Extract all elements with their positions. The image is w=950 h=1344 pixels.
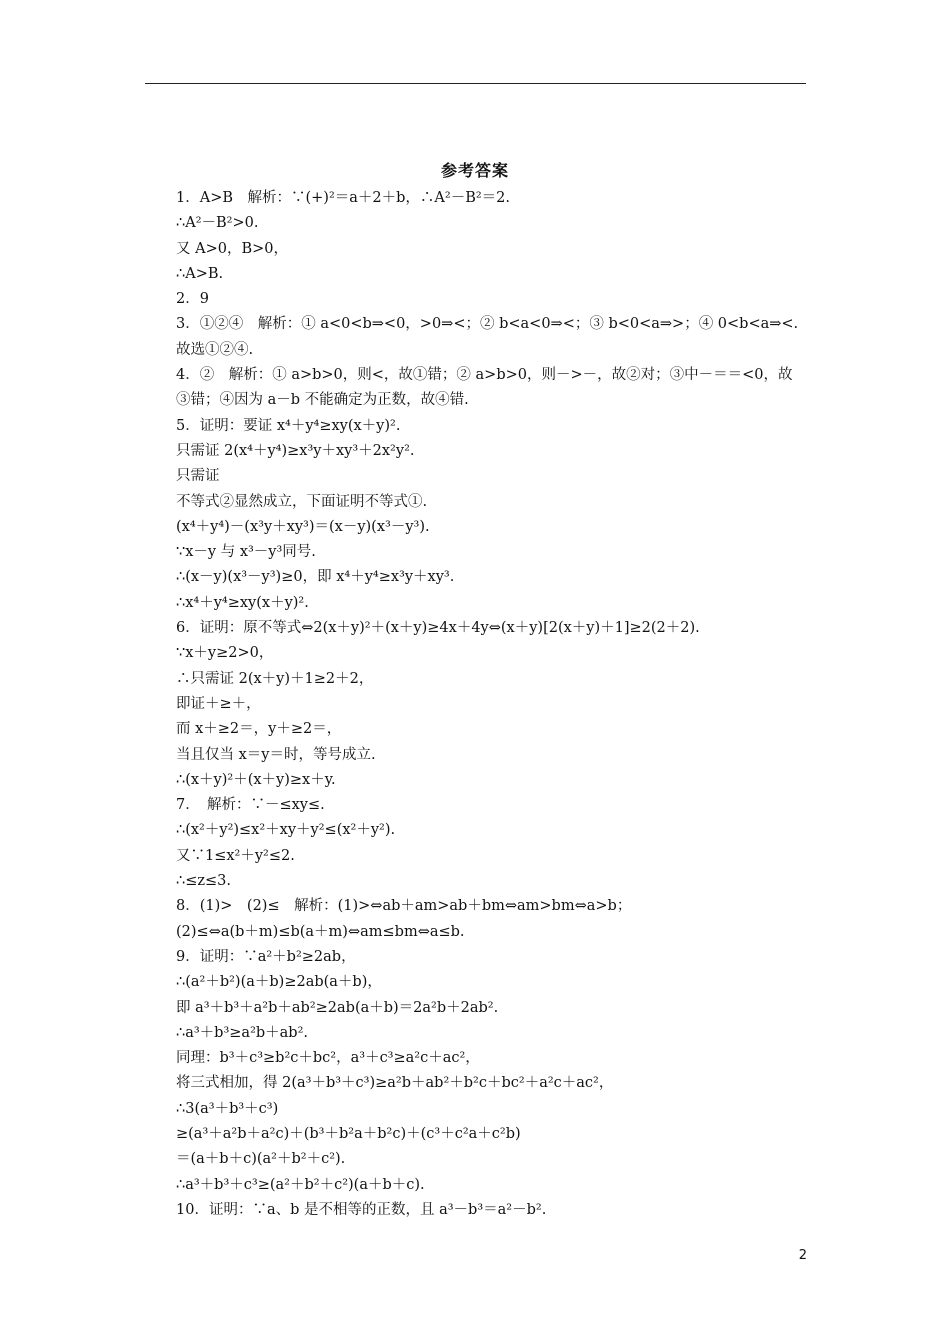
text-line: 4．② 解析：① a>b>0，则<，故①错；② a>b>0，则－>－，故②对；③中－＝＝<0，故③错；④因为 a－b 不能确定为正数，故④错. [176, 367, 793, 409]
text-line: ∵x＋y≥2>0， [176, 645, 274, 662]
text-line: ∴(a²＋b²)(a＋b)≥2ab(a＋b)， [176, 974, 382, 991]
text-line: 3．①②④ 解析：① a<0<b⇒<0，>0⇒<；② b<a<0⇒<；③ b<0<a⇒>；④ 0<b<a⇒<. 故选①②④. [176, 316, 799, 358]
text-line: ∴(x²＋y²)≤x²＋xy＋y²≤(x²＋y²). [176, 822, 396, 839]
text-line: ∵x－y 与 x³－y³同号. [176, 544, 316, 561]
text-line: 8．(1)> (2)≤ 解析：(1)>⇔ab＋am>ab＋bm⇔am>bm⇔a>b； [176, 898, 632, 915]
text-line: ∴A>B. [176, 265, 224, 282]
header-rule [145, 83, 806, 84]
text-line: 只需证 [176, 468, 220, 485]
text-line: 7． 解析：∵－≤xy≤. [176, 797, 325, 814]
text-line: ∴只需证 2(x＋y)＋1≥2＋2， [176, 670, 374, 687]
text-line: ∴3(a³＋b³＋c³) [176, 1100, 279, 1117]
text-line: 又 A>0，B>0， [176, 240, 288, 257]
text-line: 又∵1≤x²＋y²≤2. [176, 847, 295, 864]
text-line: 同理：b³＋c³≥b²c＋bc²，a³＋c³≥a²c＋ac²， [176, 1050, 480, 1067]
text-line: 当且仅当 x＝y＝时，等号成立. [176, 746, 376, 763]
text-line: 2．9 [176, 291, 209, 308]
page-title: 参考答案 [440, 161, 509, 180]
text-line: ∴(x－y)(x³－y³)≥0，即 x⁴＋y⁴≥x³y＋xy³. [176, 569, 455, 586]
text-line: 只需证 2(x⁴＋y⁴)≥x³y＋xy³＋2x²y². [176, 442, 415, 459]
text-line: ∴a³＋b³＋c³≥(a²＋b²＋c²)(a＋b＋c). [176, 1176, 425, 1193]
text-line: 5．证明：要证 x⁴＋y⁴≥xy(x＋y)². [176, 417, 401, 434]
text-line: ∴(x＋y)²＋(x＋y)≥x＋y. [176, 771, 336, 788]
text-line: 而 x＋≥2＝，y＋≥2＝， [176, 721, 342, 738]
page-number: 2 [798, 1248, 807, 1263]
text-line: 6．证明：原不等式⇔2(x＋y)²＋(x＋y)≥4x＋4y⇔(x＋y)[2(x＋y)＋1]≥2(2＋2). [176, 620, 700, 637]
text-line: ＝(a＋b＋c)(a²＋b²＋c²). [176, 1151, 346, 1168]
text-line: 1．A>B 解析：∵(+)²＝a＋2＋b，∴A²－B²＝2. [176, 190, 511, 206]
text-line: (x⁴＋y⁴)－(x³y＋xy³)＝(x－y)(x³－y³). [176, 518, 430, 535]
text-line: 即证＋≥＋， [176, 695, 261, 712]
text-line: 将三式相加，得 2(a³＋b³＋c³)≥a²b＋ab²＋b²c＋bc²＋a²c＋ac²， [176, 1075, 614, 1092]
text-line: ∴x⁴＋y⁴≥xy(x＋y)². [176, 594, 309, 611]
answer-body [145, 186, 807, 1223]
text-line: ∴A²－B²>0. [176, 215, 259, 232]
text-line: (2)≤⇔a(b＋m)≤b(a＋m)⇔am≤bm⇔a≤b. [176, 923, 465, 940]
text-line: ∴≤z≤3. [176, 873, 231, 890]
text-line: 10．证明：∵a、b 是不相等的正数，且 a³－b³＝a²－b². [176, 1201, 547, 1218]
text-line: 不等式②显然成立，下面证明不等式①. [176, 493, 428, 510]
text-line: ∴a³＋b³≥a²b＋ab². [176, 1024, 309, 1041]
text-line: 即 a³＋b³＋a²b＋ab²≥2ab(a＋b)＝2a²b＋2ab². [176, 999, 499, 1016]
text-line: ≥(a³＋a²b＋a²c)＋(b³＋b²a＋b²c)＋(c³＋c²a＋c²b) [176, 1125, 521, 1142]
text-line: 9．证明：∵a²＋b²≥2ab， [176, 948, 356, 965]
